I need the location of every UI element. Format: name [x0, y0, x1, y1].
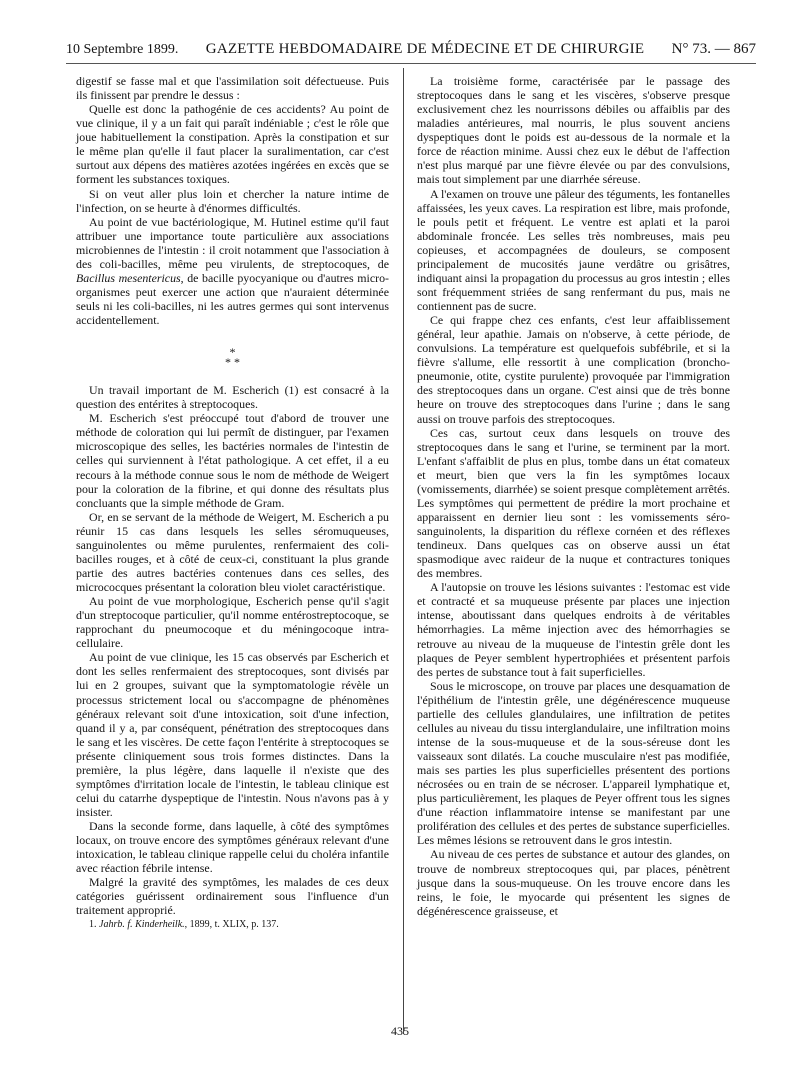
issue-date: 10 Septembre 1899. [66, 42, 179, 57]
paragraph: Ce qui frappe chez ces enfants, c'est leur affaiblissement général, leur apathie. Jamais on n'observe, à cette période, de convulsions. La température est quelquefois subfébrile, et si la fièvre s'allume, elle ressortit à une complication (broncho-pneumonie, otite, cystite purulente) provoquée par l'immigration des streptocoques dans un organe. C'est ainsi que de très bonne heure on trouve des streptocoques dans l'urine ; dans le sang aussi on trouve parfois des streptocoques. [417, 313, 730, 426]
paragraph: Un travail important de M. Escherich (1) est consacré à la question des entérites à streptocoques. [76, 383, 389, 412]
paragraph: Au niveau de ces pertes de substance et autour des glandes, on trouve de nombreux streptocoques qui, par places, pénètrent jusque dans la sous-muqueuse. On les trouve encore dans les reins, le foie, le myocarde qui présentent les signes de dégénérescence graisseuse, et [417, 847, 730, 918]
issue-and-page: N° 73. — 867 [671, 41, 756, 57]
footnote: 1. Jahrb. f. Kinderheilk., 1899, t. XLIX, p. 137. [89, 918, 279, 930]
paragraph: Dans la seconde forme, dans laquelle, à côté des symptômes locaux, on trouve encore des symptômes généraux relevant d'une intoxication, le tableau clinique rappelle celui du choléra infantile avec réaction fébrile intense. [76, 819, 389, 876]
paragraph: A l'autopsie on trouve les lésions suivantes : l'estomac est vide et contracté et sa muqueuse présente par places une injection intense, aboutissant dans quelques endroits à de véritables hémorrhagies. La même injection avec des hémorrhagies se retrouve au niveau de la muqueuse de l'intestin grêle dont les plaques de Peyer semblent hypertrophiées et présentent parfois des pertes de substance tout à fait superficielles. [417, 580, 730, 679]
journal-title: GAZETTE HEBDOMADAIRE DE MÉDECINE ET DE CHIRURGIE [205, 41, 645, 57]
paragraph: Au point de vue morphologique, Escherich pense qu'il s'agit d'un streptocoque particulier, qu'il nomme entérostreptocoque, se rapprochant du pneumocoque et du méningocoque intra-cellulaire. [76, 594, 389, 651]
paragraph: digestif se fasse mal et que l'assimilation soit défectueuse. Puis ils finissent par prendre le dessus : [76, 74, 389, 103]
paragraph: Or, en se servant de la méthode de Weigert, M. Escherich a pu réunir 15 cas dans lesquels les selles séromuqueuses, sanguinolentes ou même purulentes, renfermaient des coli-bacilles rouges, et à côté de ceux-ci, constituant la plus grande partie des autres bactéries contenues dans ces selles, des micrococques présentant la coloration bleu violet caractéristique. [76, 509, 389, 594]
paragraph: Si on veut aller plus loin et chercher la nature intime de l'infection, on se heurte à d'énormes difficultés. [76, 186, 389, 215]
paragraph: Au point de vue clinique, les 15 cas observés par Escherich et dont les selles renfermaient des streptocoques, sont divisés par lui en 2 groupes, suivant que la symptomatologie révèle un processus strictement local ou s'accompagne de phénomènes généraux relevant soit d'une intoxication, soit d'une infection, quand il y a, par conséquent, pénétration des streptocoques dans le sang et les viscères. De cette façon l'entérite à streptocoques se présente cliniquement sous trois formes distinctes. Dans la première, la plus légère, dans laquelle il n'existe que des symptômes d'irritation locale de l'intestin, le tableau clinique est celui du catarrhe dyspeptique de l'intestin. Nous n'avons pas à y insister. [76, 650, 389, 819]
paragraph: La troisième forme, caractérisée par le passage des streptocoques dans le sang et les viscères, s'observe presque exclusivement chez les nourrissons débiles ou affaiblis par des maladies antérieures, mal nourris, le plus souvent anciens dyspeptiques dont le poids est au-dessous de la normale et la force de réaction minime. Aussi chez eux le début de l'affection n'est plus marqué par une fièvre élevée ou par des convulsions, mais tout simplement par une diarrhée séreuse. [417, 74, 730, 187]
paragraph: Malgré la gravité des symptômes, les malades de ces deux catégories guérissent ordinairement sous l'influence d'un traitement approprié. [76, 875, 389, 918]
column-divider [403, 68, 404, 1034]
right-column [417, 74, 730, 918]
paragraph: M. Escherich s'est préoccupé tout d'abord de trouver une méthode de coloration qui lui permît de distinguer, par l'examen microscopique des selles, les bactéries normales de l'intestin de celles qui surviennent à l'état pathologique. A cet effet, il a eu recours à la méthode connue sous le nom de méthode de Weigert pour la coloration de la fibrine, et qui donne des résultats plus concluants que la simple méthode de Gram. [76, 411, 389, 510]
paragraph: Sous le microscope, on trouve par places une desquamation de l'épithélium de l'intestin grêle, une dégénérescence muqueuse partielle des cellules glandulaires, une infiltration de petites cellules au niveau du tissu interglandulaire, une infiltration moins intense de la sous-muqueuse et de la sous-séreuse dont les vaisseaux sont dilatés. La couche musculaire n'est pas modifiée, mais ses parties les plus superficielles présentent des portions nécrosées ou en train de se nécroser. L'appareil lymphatique et, plus particulièrement, les plaques de Peyer offrent tous les signes d'une réaction inflammatoire intense se manifestant par une prolifération des cellules et des pertes de substance superficielles. Les mêmes lésions se retrouvent dans le gros intestin. [417, 678, 730, 848]
section-separator: * * * [225, 345, 240, 370]
paragraph: Quelle est donc la pathogénie de ces accidents? Au point de vue clinique, il y a un fait qui paraît indéniable ; c'est le rôle que joue habituellement la constipation. Après la constipation et sur le même plan qu'elle il faut placer la suralimentation, car c'est surtout aux dépens des matières azotées ingérées en excès que se forment les substances toxiques. [76, 102, 389, 187]
species-name: Bacillus mesentericus [76, 270, 181, 285]
running-header [66, 40, 756, 64]
paragraph: Ces cas, surtout ceux dans lesquels on trouve des streptocoques dans le sang et l'urine, se terminent par la mort. L'enfant s'affaiblit de plus en plus, tombe dans un état comateux et meurt, bien que vers la fin les symptômes locaux (vomissements, diarrhée) se soient presque complètement arrêtés. Les symptômes qui permettent de prédire la mort prochaine et apparaissent en dernier lieu sont : les vomissements séro-sanguinolents, la disparition du réflexe cornéen et des réflexes tendineux. Dans quelques cas on observe aussi un état spasmodique avec raideur de la nuque et contractures toniques des membres. [417, 425, 730, 581]
left-column [76, 74, 389, 931]
page-number: 435 [391, 1024, 409, 1038]
paragraph: A l'examen on trouve une pâleur des téguments, les fontanelles affaissées, les yeux caves. La respiration est libre, mais profonde, le pouls petit et fréquent. Le ventre est aplati et la paroi abdominale froncée. Les selles très nombreuses, mais peu copieuses, et accompagnées de douleurs, se composent principalement de mucosités jaune verdâtre ou grisâtres, indiquant ainsi la propagation du processus au gros intestin ; elles sont fréquemment striées de sang renfermant du pus, mais ne contiennent pas de sucre. [417, 186, 730, 313]
journal-reference: Jahrb. f. Kinderheilk. [99, 918, 185, 930]
paragraph: Au point de vue bactériologique, M. Hutinel estime qu'il faut attribuer une importance toute particulière aux associations microbiennes de l'intestin : il croit notamment que l'association à des coli-bacilles, même peu virulents, de streptocoques, de Bacillus mesentericus, de bacille pyocyanique ou d'autres micro-organismes peut exercer une action que n'auraient déterminée seuls ni les coli-bacilles, ni les autres germes qui sont intervenus accidentellement. [76, 214, 389, 328]
